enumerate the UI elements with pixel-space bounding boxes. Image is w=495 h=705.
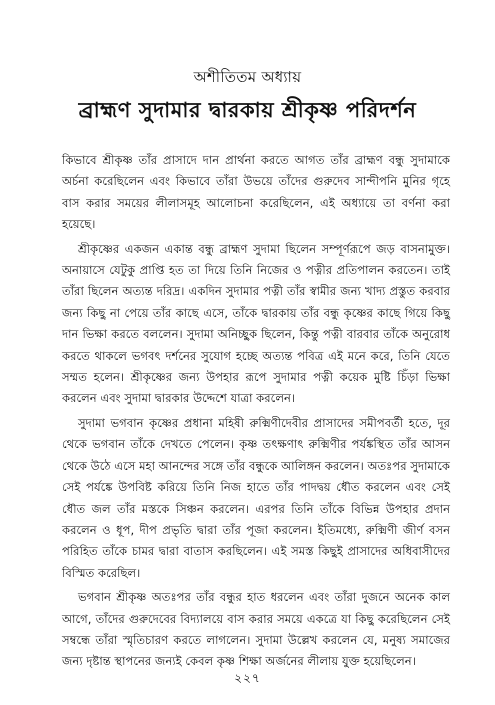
body-text [62,150,450,676]
paragraph-1: কিভাবে শ্রীকৃষ্ণ তাঁর প্রাসাদে দান প্রার্থনা করতে আগত তাঁর ব্রাহ্মণ বন্ধু সুদামাকে অর্চনা করেছিলেন এবং কিভাবে তাঁরা উভয়ে তাঁদের গুরুদেব সান্দীপনি মুনির গৃহে বাস করার সময়ের লীলাসমূহ আলোচনা করেছিলেন, এই অধ্যায়ে তা বর্ণনা করা হয়েছে। [62,153,450,232]
chapter-heading: অশীতিতম অধ্যায় [193,68,302,86]
paragraph-4: ভগবান শ্রীকৃষ্ণ অতঃপর তাঁর বন্ধুর হাত ধরলেন এবং তাঁরা দুজনে অনেক কাল আগে, তাঁদের গুরুদেবের বিদ্যালয়ে বাস করার সময়ে একত্রে যা কিছু করেছিলেন সেই সম্বন্ধে তাঁরা স্মৃতিচারণ করতে লাগলেন। সুদামা উল্লেখ করলেন যে, মনুষ্য সমাজের জন্য দৃষ্টান্ত স্থাপনের জন্যই কেবল কৃষ্ণ শিক্ষা অর্জনের লীলায় যুক্ত হয়েছিলেন। [62,590,450,669]
paragraph-2: শ্রীকৃষ্ণের একজন একান্ত বন্ধু ব্রাহ্মণ সুদামা ছিলেন সম্পূর্ণরূপে জড় বাসনামুক্ত। অনায়াসে যেটুকু প্রাপ্তি হত তা দিয়ে তিনি নিজের ও পত্নীর প্রতিপালন করতেন। তাই তাঁরা ছিলেন অত্যন্ত দরিদ্র। একদিন সুদামার পত্নী তাঁর স্বামীর জন্য খাদ্য প্রস্তুত করবার জন্য কিছু না পেয়ে তাঁর কাছে এসে, তাঁকে দ্বারকায় তাঁর বন্ধু কৃষ্ণের কাছে গিয়ে কিছু দান ভিক্ষা করতে বললেন। সুদামা অনিচ্ছুক ছিলেন, কিন্তু পত্নী বারবার তাঁকে অনুরোধ করতে থাকলে ভগবৎ দর্শনের সুযোগ হচ্ছে অত্যন্ত পবিত্র এই মনে করে, তিনি যেতে সম্মত হলেন। শ্রীকৃষ্ণের জন্য উপহার রূপে সুদামার পত্নী কয়েক মুষ্টি চিঁড়া ভিক্ষা করলেন এবং সুদামা দ্বারকার উদ্দেশে যাত্রা করলেন। [62,241,450,406]
chapter-title: ব্রাহ্মণ সুদামার দ্বারকায় শ্রীকৃষ্ণ পরিদর্শন [78,98,417,122]
paragraph-3: সুদামা ভগবান কৃষ্ণের প্রধানা মহিষী রুক্মিণীদেবীর প্রাসাদের সমীপবর্তী হতে, দূর থেকে ভগবান তাঁকে দেখতে পেলেন। কৃষ্ণ তৎক্ষণাৎ রুক্মিণীর পর্যঙ্কস্থিত তাঁর আসন থেকে উঠে এসে মহা আনন্দের সঙ্গে তাঁর বন্ধুকে আলিঙ্গন করলেন। অতঃপর সুদামাকে সেই পর্যঙ্কে উপবিষ্ট করিয়ে তিনি নিজ হাতে তাঁর পাদদ্বয় ধৌত করলেন এবং সেই ধৌত জল তাঁর মস্তকে সিঞ্চন করলেন। এরপর তিনি তাঁকে বিভিন্ন উপহার প্রদান করলেন ও ধূপ, দীপ প্রভৃতি দ্বারা তাঁর পূজা করলেন। ইতিমধ্যে, রুক্মিণী জীর্ণ বসন পরিহিত তাঁকে চামর দ্বারা বাতাস করছিলেন। এই সমস্ত কিছুই প্রাসাদের অধিবাসীদের বিস্মিত করেছিল। [62,415,450,580]
page-number: ২২৭ [234,671,261,685]
